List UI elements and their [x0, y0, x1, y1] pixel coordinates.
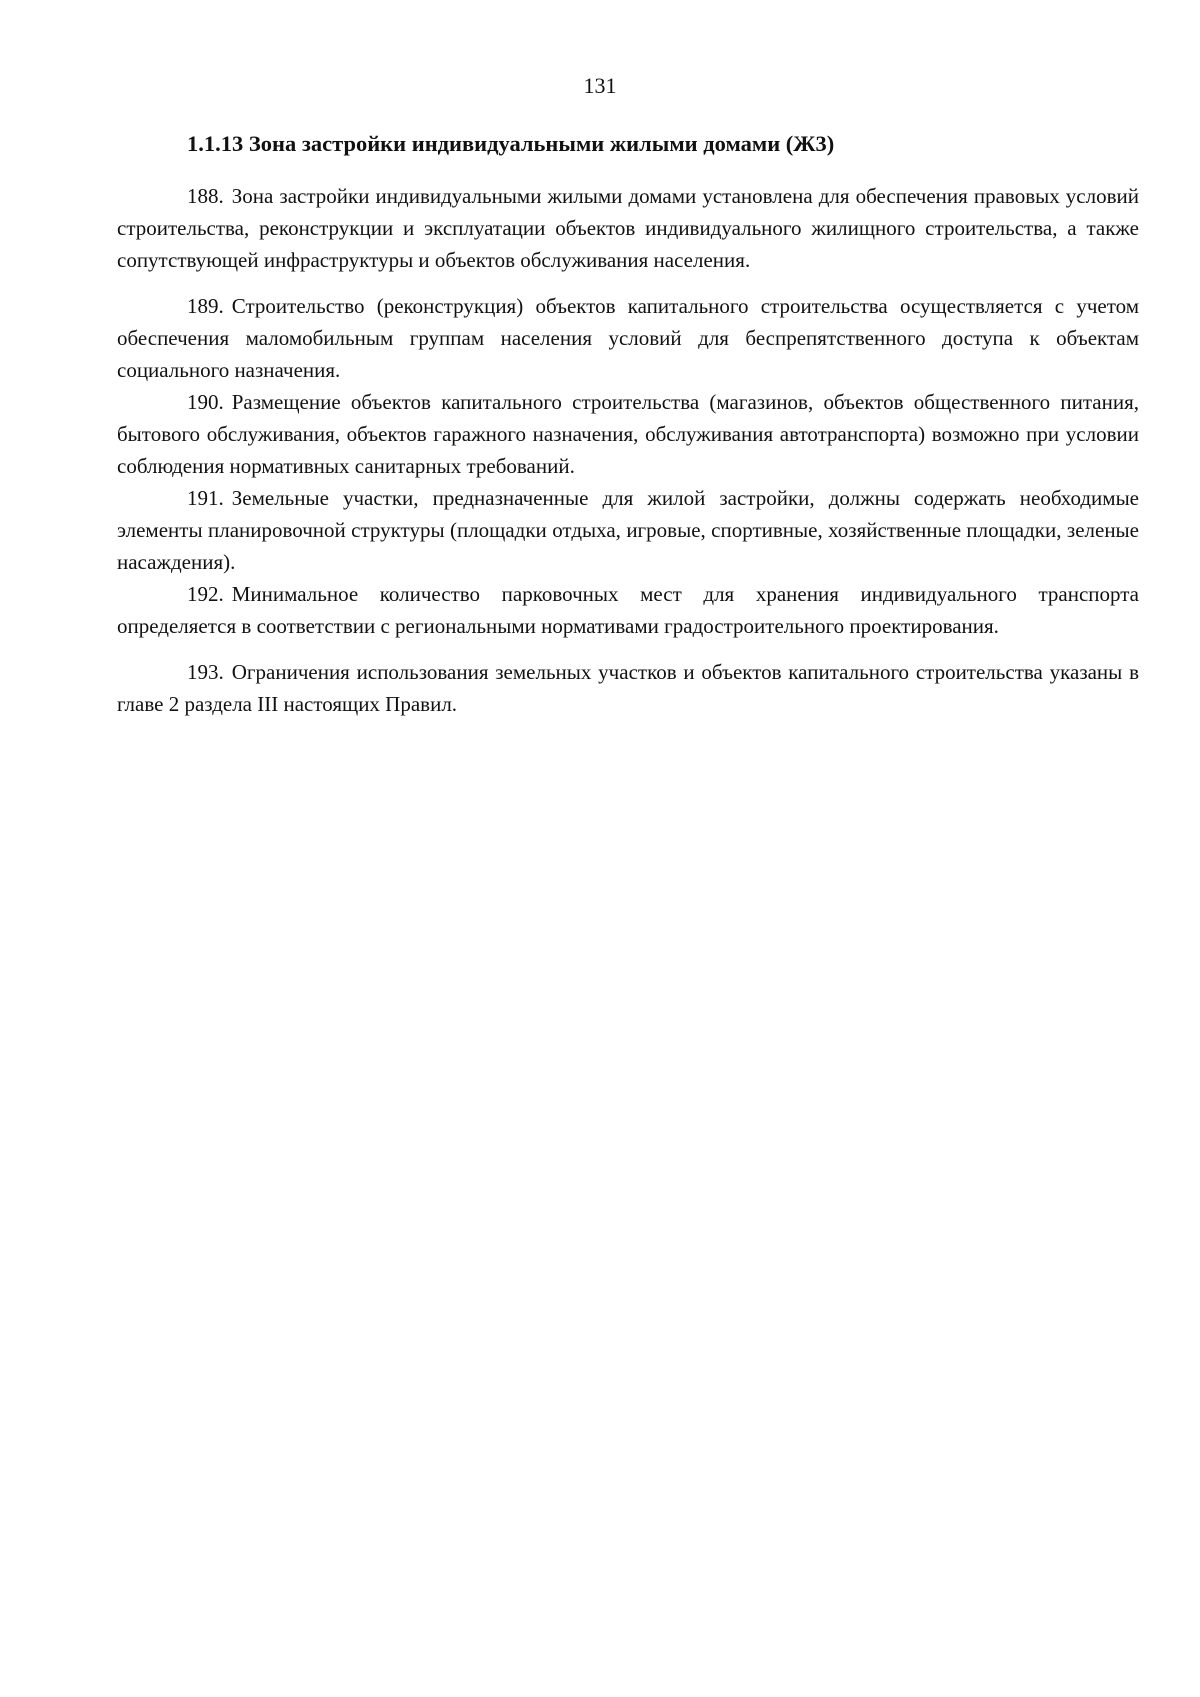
paragraph-text: Земельные участки, предназначенные для жилой застройки, должны содержать необходимые элементы планировочной структуры (площадки отдыха, игровые, спортивные, хозяйственные площадки, зеленые насаждения).	[117, 486, 1139, 574]
paragraph-192	[117, 578, 1139, 642]
paragraph-190	[117, 386, 1139, 482]
paragraph-191	[117, 482, 1139, 578]
paragraph-text: Зона застройки индивидуальными жилыми домами установлена для обеспечения правовых условий строительства, реконструкции и эксплуатации объектов индивидуального жилищного строительства, а также сопутствующей инфраструктуры и объектов обслуживания населения.	[117, 184, 1139, 272]
paragraph-number: 188.	[187, 184, 224, 208]
paragraph-number: 191.	[187, 486, 224, 510]
page-number: 131	[583, 73, 617, 98]
paragraph-number: 193.	[187, 660, 224, 684]
paragraph-number: 189.	[187, 294, 224, 318]
paragraph-text: Размещение объектов капитального строительства (магазинов, объектов общественного питания, бытового обслуживания, объектов гаражного назначения, обслуживания автотранспорта) возможно при условии соблюдения нормативных санитарных требований.	[117, 390, 1139, 478]
section-heading: 1.1.13 Зона застройки индивидуальными жилыми домами (Ж3)	[187, 131, 835, 156]
paragraph-188	[117, 180, 1139, 276]
paragraph-number: 192.	[187, 582, 224, 606]
paragraph-193	[117, 656, 1139, 720]
paragraph-text: Строительство (реконструкция) объектов капитального строительства осуществляется с учетом обеспечения маломобильным группам населения условий для беспрепятственного доступа к объектам социального назначения.	[117, 294, 1139, 382]
paragraph-text: Минимальное количество парковочных мест для хранения индивидуального транспорта определяется в соответствии с региональными нормативами градостроительного проектирования.	[117, 582, 1139, 638]
paragraph-text: Ограничения использования земельных участков и объектов капитального строительства указаны в главе 2 раздела III настоящих Правил.	[117, 660, 1139, 716]
paragraph-189	[117, 290, 1139, 386]
paragraph-number: 190.	[187, 390, 224, 414]
document-content	[117, 130, 1139, 720]
